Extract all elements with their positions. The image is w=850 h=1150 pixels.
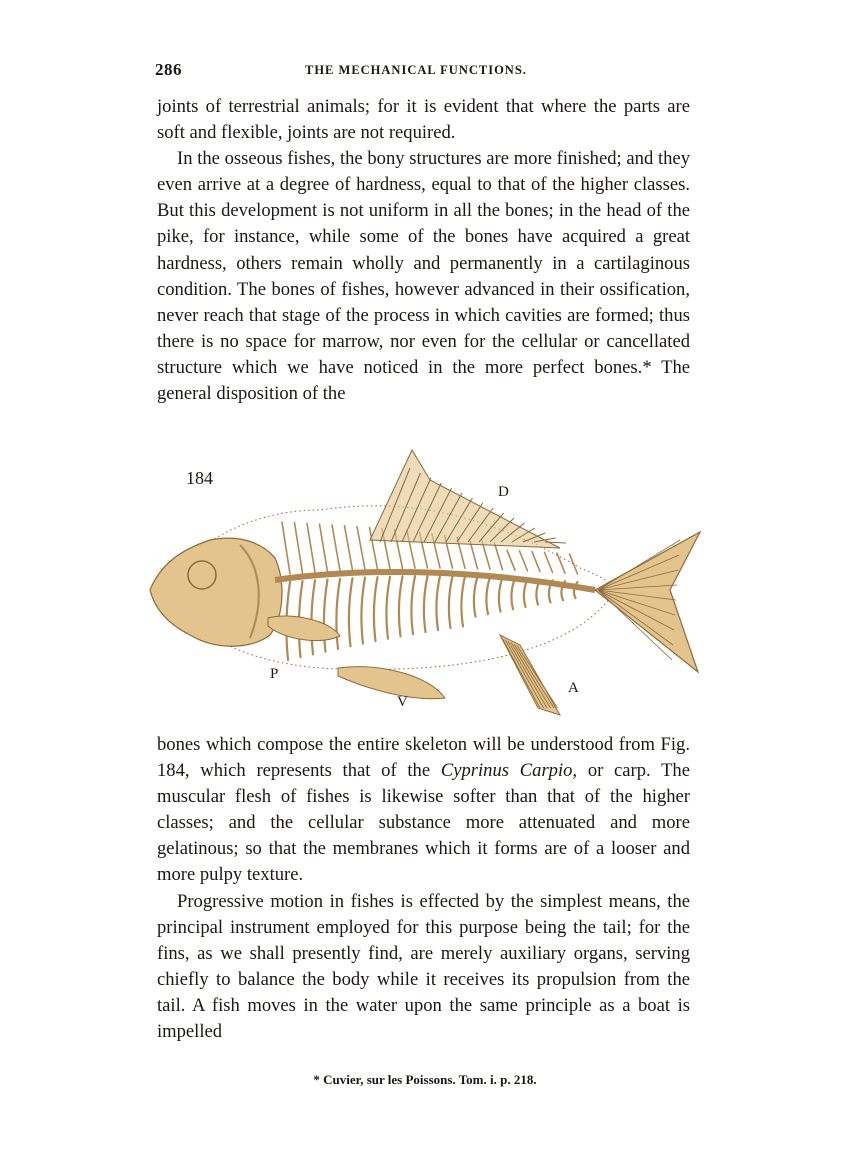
dorsal-spine — [495, 543, 503, 570]
rib — [424, 576, 428, 632]
dorsal-spine — [532, 552, 540, 572]
species-name: Cyprinus Carpio, — [440, 760, 578, 782]
dorsal-spine — [545, 552, 553, 572]
rib — [324, 580, 328, 652]
paragraph-osseous-fishes: In the osseous fishes, the bony structures are more finished; and they even arrive at a degree of hardness, equal to that of the higher classes. But this development is not uniform in all the bones; in the head of the pike, for instance, while some of the bones have acquired a great hardness, others remain wholly and permanently in a cartilaginous condition. The bones of fishes, however advanced in their ossification, never reach that stage of the process in which cavities are formed; thus there is no space for marrow, nor even for the cellular or cancellated structure which we have noticed in the more perfect bones.* The general disposition of the — [157, 148, 690, 405]
rib — [486, 577, 490, 614]
paragraph-progressive-motion: Progressive motion in fishes is effected by the simplest means, the principal instrument employed for this purpose being the tail; for the fins, as we shall presently find, are merely auxiliary organs, serving chiefly to balance the body while it receives its propulsion from the tail. A fish moves in the water upon the same principle as a boat is impelled — [157, 890, 690, 1043]
anal-fin-ray — [505, 640, 544, 709]
page-number: 286 — [155, 60, 182, 79]
footnote: * Cuvier, sur les Poissons. Tom. i. p. 218. — [313, 1072, 537, 1087]
dorsal-spine — [345, 526, 353, 571]
anal-fin-ray — [511, 643, 551, 709]
dorsal-spine — [307, 523, 315, 572]
dorsal-spine — [282, 522, 290, 574]
text-after-species: or carp. The muscular flesh of fishes is likewise softer than that of the higher classes; and the cellular substance more attenuated and more gelatinous; so that the membranes which it forms are of a looser and more pulpy texture. — [157, 760, 690, 886]
dorsal-spine — [295, 523, 303, 574]
fish-skeleton — [150, 450, 700, 715]
rib — [436, 576, 440, 630]
rib — [386, 577, 390, 639]
page-header — [155, 60, 695, 84]
text-before-species: bones which compose the entire skeleton will be understood from Fig. 184, which represents that of the — [157, 734, 690, 782]
figure-184-carp-skeleton — [140, 440, 710, 720]
dorsal-spine — [507, 550, 515, 570]
running-head: THE MECHANICAL FUNCTIONS. — [305, 63, 527, 77]
paragraph-skeleton — [157, 732, 690, 889]
dorsal-spine — [520, 551, 528, 571]
label-pectoral-fin: P — [270, 666, 279, 682]
rib — [449, 576, 453, 628]
label-anal-fin: A — [568, 680, 579, 696]
rib — [349, 578, 353, 646]
label-ventral-fin: V — [397, 694, 408, 710]
rib — [524, 579, 528, 607]
paragraph-continued: joints of terrestrial animals; for it is evident that where the parts are soft and flexible, joints are not required. — [157, 96, 690, 144]
body-text-top — [157, 94, 690, 407]
dorsal-spine — [557, 553, 565, 573]
figure-number: 184 — [186, 468, 213, 488]
body-text-bottom — [157, 732, 690, 1045]
dorsal-spine — [570, 554, 578, 574]
dorsal-spine — [320, 524, 328, 572]
anal-fin-ray — [508, 641, 547, 708]
rib — [374, 577, 378, 641]
rib — [411, 576, 415, 634]
rib — [336, 579, 340, 649]
ventral-fin — [338, 667, 445, 699]
dorsal-spine — [332, 525, 340, 571]
carp-skeleton-illustration — [140, 440, 710, 720]
rib — [399, 576, 403, 636]
rib — [511, 578, 515, 609]
dorsal-fin — [370, 450, 560, 548]
skull — [150, 538, 282, 646]
pectoral-fin — [268, 616, 340, 641]
rib — [474, 577, 478, 617]
rib — [311, 580, 315, 654]
rib — [499, 578, 503, 612]
dorsal-spine — [357, 527, 365, 570]
rib — [461, 576, 465, 626]
rib — [361, 578, 365, 644]
vertebral-column — [275, 572, 595, 590]
label-dorsal-fin: D — [498, 484, 509, 500]
